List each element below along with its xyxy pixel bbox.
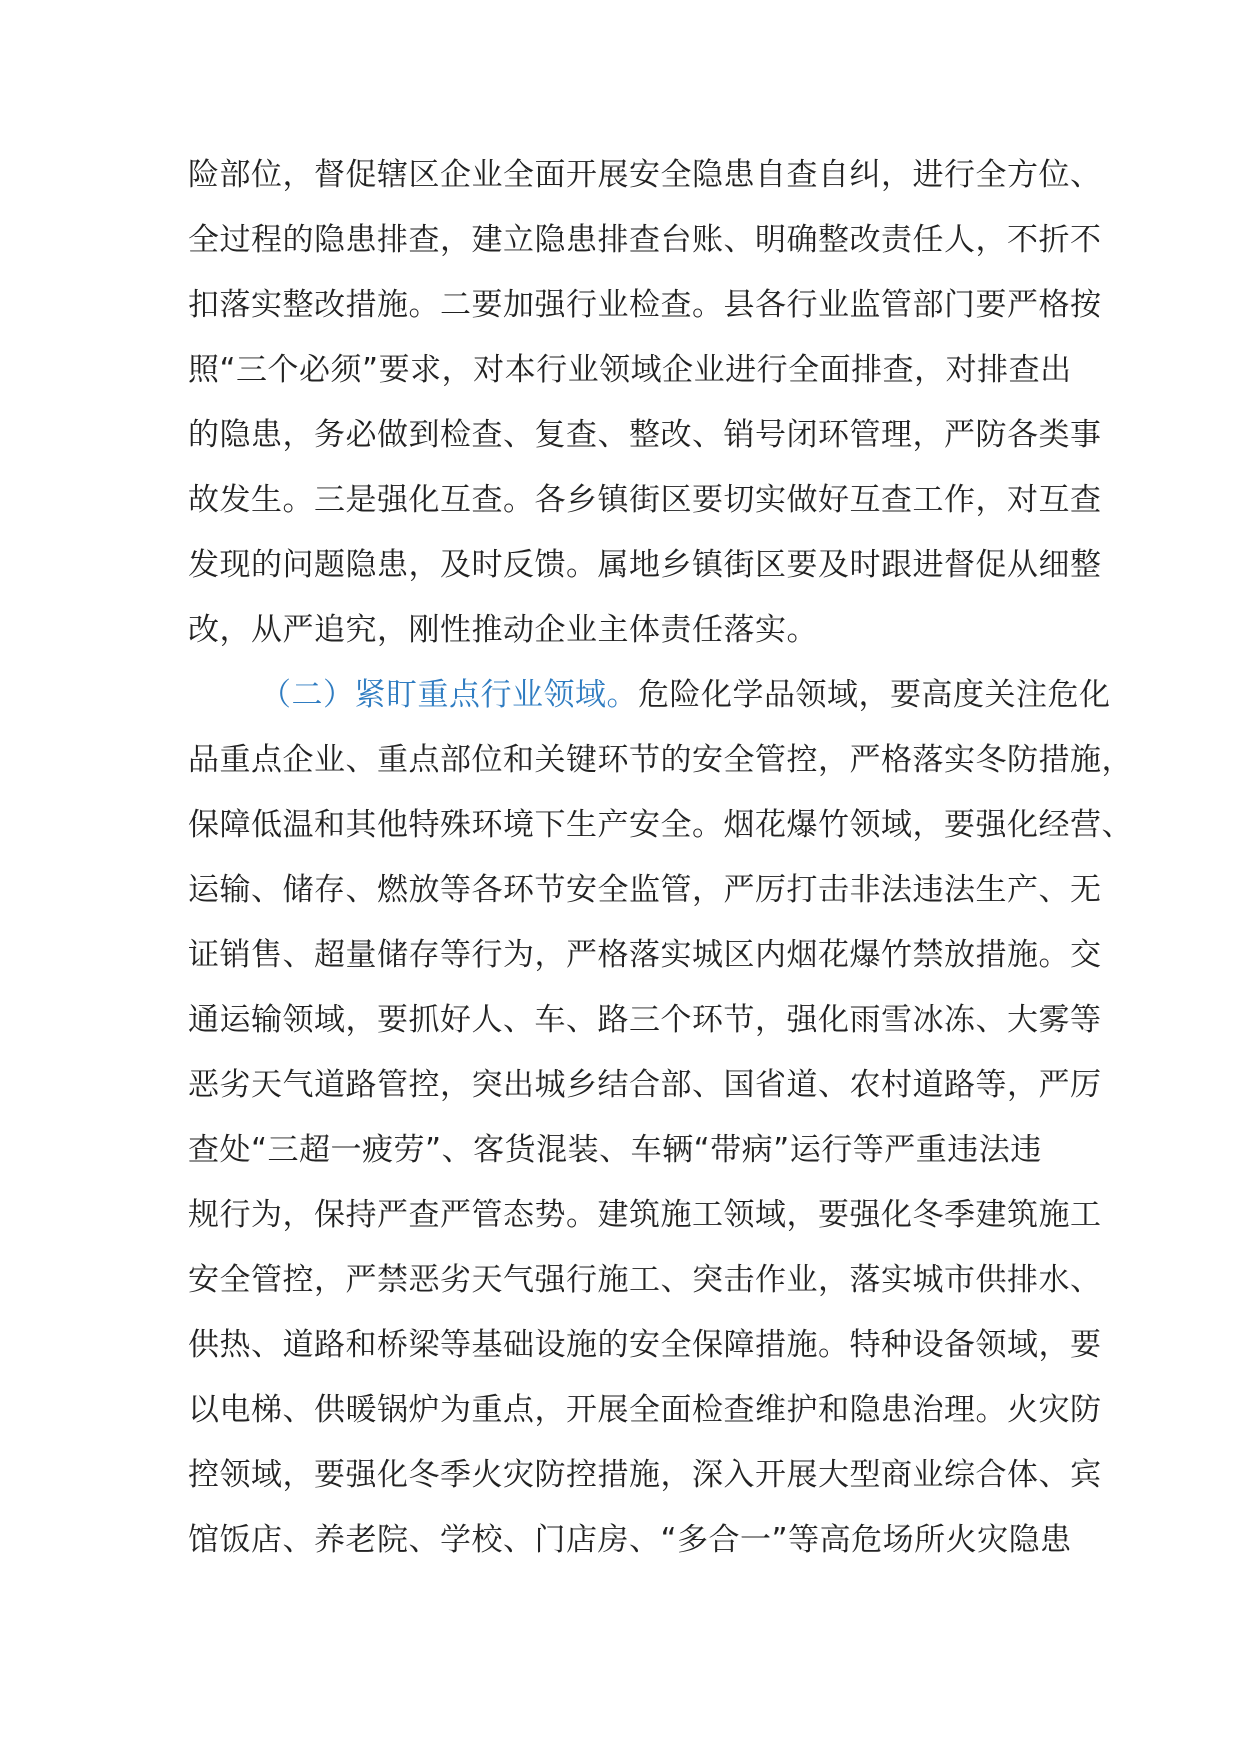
text-line: 证销售、超量储存等行为，严格落实城区内烟花爆竹禁放措施。交: [188, 937, 1102, 973]
text-line: 故发生。三是强化互查。各乡镇街区要切实做好互查工作，对互查: [188, 482, 1102, 518]
text-line: 控领域，要强化冬季火灾防控措施，深入开展大型商业综合体、宾: [188, 1457, 1102, 1493]
text-line: 通运输领域，要抓好人、车、路三个环节，强化雨雪冰冻、大雾等: [188, 1002, 1102, 1038]
text-line: 品重点企业、重点部位和关键环节的安全管控，严格落实冬防措施，: [188, 742, 1133, 778]
text-line: 查处“三超一疲劳”、客货混装、车辆“带病”运行等严重违法违: [188, 1132, 1042, 1168]
text-line: 运输、储存、燃放等各环节安全监管，严厉打击非法违法生产、无: [188, 872, 1102, 908]
paragraph-1: [188, 143, 1102, 663]
text-line: 安全管控，严禁恶劣天气强行施工、突击作业，落实城市供排水、: [188, 1262, 1102, 1298]
text-line: 的隐患，务必做到检查、复查、整改、销号闭环管理，严防各类事: [188, 417, 1102, 453]
text-line: 全过程的隐患排查，建立隐患排查台账、明确整改责任人，不折不: [188, 222, 1102, 258]
text-line: 扣落实整改措施。二要加强行业检查。县各行业监管部门要严格按: [188, 287, 1102, 323]
text-line: 馆饭店、养老院、学校、门店房、“多合一”等高危场所火灾隐患: [188, 1522, 1072, 1558]
text-line: 发现的问题隐患，及时反馈。属地乡镇街区要及时跟进督促从细整: [188, 547, 1102, 583]
text-line: 保障低温和其他特殊环境下生产安全。烟花爆竹领域，要强化经营、: [188, 807, 1133, 843]
text-line: 以电梯、供暖锅炉为重点，开展全面检查维护和隐患治理。火灾防: [188, 1392, 1102, 1428]
text-line: 改，从严追究，刚性推动企业主体责任落实。: [188, 612, 818, 648]
paragraph-2: [188, 663, 1133, 1573]
text-line: 恶劣天气道路管控，突出城乡结合部、国省道、农村道路等，严厉: [188, 1067, 1102, 1103]
text-line: 险部位，督促辖区企业全面开展安全隐患自查自纠，进行全方位、: [188, 157, 1102, 193]
section-2-first-line-text: 危险化学品领域，要高度关注危化: [638, 677, 1111, 713]
section-2-first-line: [188, 663, 1111, 728]
text-line: 照“三个必须”要求，对本行业领域企业进行全面排查，对排查出: [188, 352, 1072, 388]
text-line: 供热、道路和桥梁等基础设施的安全保障措施。特种设备领域，要: [188, 1327, 1102, 1363]
section-heading: （二）紧盯重点行业领域。: [260, 677, 638, 713]
text-line: 规行为，保持严查严管态势。建筑施工领域，要强化冬季建筑施工: [188, 1197, 1102, 1233]
